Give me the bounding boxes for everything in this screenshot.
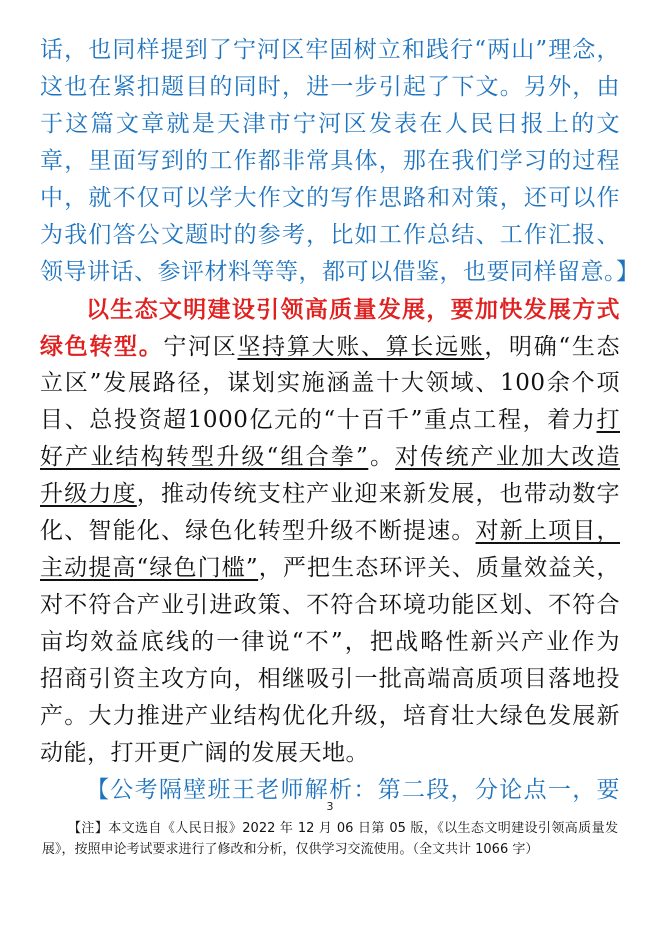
underlined-phrase: 坚持算大账、算长远账 bbox=[237, 334, 485, 360]
article-line bbox=[40, 402, 620, 439]
commentary-line: 章，里面写到的工作都非常具体，那在我们学习的过程 bbox=[40, 148, 620, 174]
underlined-phrase: 升级力度 bbox=[40, 481, 137, 507]
text-run: 。 bbox=[368, 444, 396, 470]
article-body bbox=[40, 32, 640, 809]
analysis-line: 【公考隔壁班王老师解析：第二段，分论点一，要 bbox=[86, 777, 620, 803]
underlined-phrase: 主动提高“绿色门槛” bbox=[40, 555, 259, 581]
commentary-line: 这也在紧扣题目的同时，进一步引起了下文。另外，由 bbox=[40, 74, 620, 100]
article-line: 产。大力推进产业结构优化升级，培育壮大绿色发展新 bbox=[40, 703, 620, 729]
article-line bbox=[40, 513, 620, 550]
article-line: 立区”发展路径，谋划实施涵盖十大领域、100余个项 bbox=[40, 370, 620, 396]
article-line bbox=[40, 439, 620, 476]
commentary-line: 话，也同样提到了宁河区牢固树立和践行“两山”理念， bbox=[40, 37, 620, 63]
text-run: ，明确“生态 bbox=[484, 334, 621, 360]
article-line bbox=[40, 550, 620, 587]
text-run: ，严把生态环评关、质量效益关， bbox=[258, 555, 620, 581]
text-run: 化、智能化、绿色化转型升级不断提速。 bbox=[40, 518, 476, 544]
commentary-line: 领导讲话、参评材料等等，都可以借鉴，也要同样留意。】 bbox=[40, 259, 640, 285]
commentary-line: 于这篇文章就是天津市宁河区发表在人民日报上的文 bbox=[40, 111, 620, 137]
page-number: 3 bbox=[326, 800, 334, 813]
text-run: 宁河区 bbox=[163, 334, 238, 360]
underlined-phrase: 对传统产业加大改造 bbox=[395, 444, 621, 470]
article-line: 招商引资主攻方向，相继吸引一批高端高质项目落地投 bbox=[40, 666, 620, 692]
thesis-heading: 以生态文明建设引领高质量发展，要加快发展方式 bbox=[86, 296, 620, 323]
commentary-line: 为我们答公文题时的参考，比如工作总结、工作汇报、 bbox=[40, 222, 620, 248]
underlined-phrase: 打 bbox=[596, 407, 620, 433]
commentary-paragraph bbox=[40, 32, 640, 291]
underlined-phrase: 好产业结构转型升级“组合拳” bbox=[40, 444, 369, 470]
underlined-phrase: 对新上项目， bbox=[475, 518, 621, 544]
commentary-line: 中，就不仅可以学大作文的写作思路和对策，还可以作 bbox=[40, 185, 620, 211]
article-line: 亩均效益底线的一律说“不”，把战略性新兴产业作为 bbox=[40, 629, 620, 655]
article-line: 对不符合产业引进政策、不符合环境功能区划、不符合 bbox=[40, 592, 620, 618]
footnote: 【注】本文选自《人民日报》2022 年 12 月 06 日第 05 版，《以生态文明建设引领高质量发展》，按照申论考试要求进行了修改和分析，仅供学习交流使用。（全文共计 1066 字） bbox=[42, 821, 618, 857]
text-run: ，推动传统支柱产业迎来新发展，也带动数字 bbox=[136, 481, 621, 507]
article-line: 动能，打开更广阔的发展天地。 bbox=[40, 740, 369, 766]
thesis-heading-end: 绿色转型。 bbox=[40, 333, 164, 360]
article-paragraph bbox=[40, 291, 620, 772]
text-run: 目、总投资超1000亿元的“十百千”重点工程，着力 bbox=[40, 407, 597, 433]
article-line bbox=[40, 328, 620, 365]
article-line bbox=[40, 476, 620, 513]
